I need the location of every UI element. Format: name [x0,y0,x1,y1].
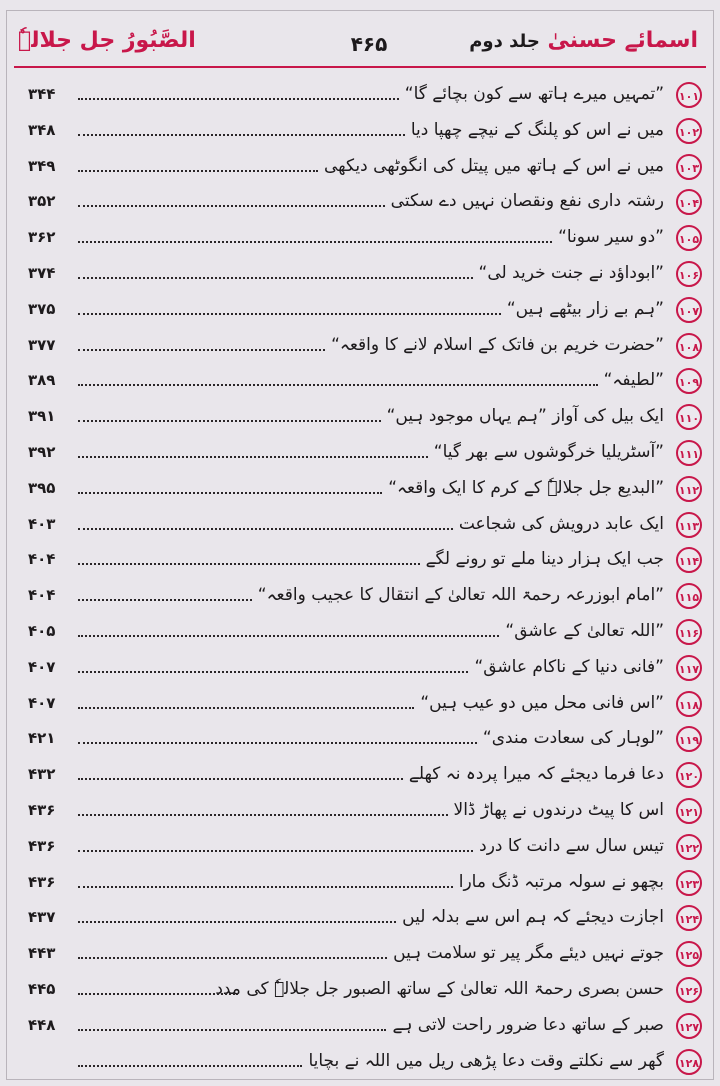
leader-dots [78,1065,302,1067]
toc-entry[interactable] [0,937,720,977]
leader-dots [78,241,552,243]
entry-title: رشتہ داری نفع ونقصان نہیں دے سکتی [390,191,664,212]
toc-entry[interactable] [0,579,720,619]
toc-entry[interactable] [0,364,720,404]
entry-number-badge: ۱۰۶ [676,261,702,287]
entry-number-badge: ۱۰۱ [676,82,702,108]
leader-dots [78,814,448,816]
leader-dots [78,850,473,852]
entry-page-number: ۳۴۸ [28,120,56,139]
entry-number-badge: ۱۰۹ [676,368,702,394]
leader-dots [78,886,453,888]
leader-dots [78,635,499,637]
entry-page-number: ۳۴۴ [28,85,56,103]
leader-dots [78,492,382,494]
entry-number-badge: ۱۱۳ [676,512,702,538]
leader-dots [78,170,318,172]
toc-entry[interactable] [0,866,720,906]
entry-page-number: ۴۳۲ [28,765,56,784]
entry-number-badge: ۱۱۲ [676,476,702,502]
entry-number-badge: ۱۲۷ [676,1013,702,1039]
toc-entry[interactable] [0,150,720,190]
toc-entry[interactable] [0,830,720,870]
entry-number-badge: ۱۱۶ [676,619,702,645]
entry-page-number: ۳۸۹ [28,371,56,390]
entry-title: ”اللہ تعالیٰ کے عاشق“ [505,621,664,641]
toc-entry[interactable] [0,400,720,440]
entry-page-number: ۳۷۵ [28,299,56,318]
leader-dots [78,98,399,100]
entry-page-number: ۴۳۷ [28,908,56,927]
entry-title: ”لطیفہ“ [603,370,664,391]
entry-page-number: ۴۰۴ [28,586,56,605]
volume-label: جلد دوم [469,31,540,52]
entry-page-number: ۴۰۷ [28,657,56,676]
entry-title: میں نے اس کے ہاتھ میں پیتل کی انگوٹھی دیکھی [323,155,664,176]
entry-page-number: ۴۰۴ [28,550,56,569]
header-left-title: الصَّبُورُ جل جلالہٗ [18,28,196,53]
entry-page-number: ۳۶۲ [28,228,56,247]
entry-title: ”فانی دنیا کے ناکام عاشق“ [474,656,664,677]
entry-number-badge: ۱۰۴ [676,189,702,215]
toc-entry[interactable] [0,329,720,369]
entry-page-number: ۳۹۲ [28,443,56,461]
entry-title: صبر کے ساتھ دعا ضرور راحت لاتی ہے [392,1014,664,1035]
entry-number-badge: ۱۱۴ [676,547,702,573]
entry-number-badge: ۱۲۱ [676,798,702,824]
entry-page-number: ۴۳۶ [28,872,56,891]
leader-dots [78,456,428,458]
entry-title: گھر سے نکلتے وقت دعا پڑھی ریل میں اللہ نے بچایا [308,1050,664,1071]
entry-page-number: ۳۴۹ [28,156,56,175]
entry-title: بچھو نے سولہ مرتبہ ڈنگ مارا [458,871,664,892]
entry-number-badge: ۱۲۰ [676,762,702,788]
entry-number-badge: ۱۲۸ [676,1049,702,1075]
entry-number-badge: ۱۲۶ [676,977,702,1003]
entry-number-badge: ۱۰۸ [676,333,702,359]
entry-title: اجازت دیجئے کہ ہم اس سے بدلہ لیں [402,907,664,928]
entry-page-number: ۴۴۳ [28,944,56,963]
toc-entry[interactable] [0,185,720,225]
entry-title: تیس سال سے دانت کا درد [479,835,664,856]
toc-entry[interactable] [0,1045,720,1085]
toc-entry[interactable] [0,114,720,154]
entry-title: میں نے اس کو پلنگ کے نیچے چھپا دیا [410,119,664,140]
leader-dots [78,563,420,565]
entry-number-badge: ۱۰۵ [676,225,702,251]
entry-page-number: ۴۰۷ [28,693,56,712]
toc-entry[interactable] [0,722,720,762]
leader-dots [78,707,414,709]
toc-entry[interactable] [0,758,720,798]
entry-number-badge: ۱۰۲ [676,118,702,144]
entry-title: ”اس فانی محل میں دو عیب ہیں“ [420,692,664,713]
book-title: اسمائے حسنیٰ [547,28,698,53]
leader-dots [78,778,403,780]
toc-entry[interactable] [0,293,720,333]
leader-dots [78,528,453,530]
entry-title: ”حضرت خریم بن فاتک کے اسلام لانے کا واقعہ“ [331,334,664,355]
entry-title: ”ابوداؤد نے جنت خرید لی“ [478,263,664,283]
leader-dots [78,134,405,136]
toc-entry[interactable] [0,78,720,118]
entry-page-number: ۳۵۲ [28,192,56,211]
entry-number-badge: ۱۱۸ [676,691,702,717]
entry-number-badge: ۱۰۷ [676,297,702,323]
entry-number-badge: ۱۱۱ [676,440,702,466]
entry-number-badge: ۱۱۵ [676,583,702,609]
entry-title: دعا فرما دیجئے کہ میرا پردہ نہ کھلے [408,764,664,785]
entry-number-badge: ۱۲۳ [676,870,702,896]
page-header [14,22,706,68]
leader-dots [78,349,325,351]
entry-number-badge: ۱۱۹ [676,726,702,752]
toc-entry[interactable] [0,615,720,655]
toc-entry[interactable] [0,436,720,476]
header-page-number: ۴۶۵ [350,32,388,56]
entry-page-number: ۴۲۱ [28,729,56,748]
toc-entry[interactable] [0,472,720,512]
entry-number-badge: ۱۰۳ [676,154,702,180]
entry-title: جب ایک ہزار دینا ملے تو رونے لگے [425,549,664,570]
entry-page-number: ۳۷۴ [28,264,56,282]
toc-entry[interactable] [0,973,720,1013]
entry-page-number: ۴۴۵ [28,980,56,998]
entry-page-number: ۴۳۶ [28,801,56,819]
entry-page-number: ۳۷۷ [28,335,56,354]
entry-number-badge: ۱۲۴ [676,905,702,931]
entry-page-number: ۴۰۳ [28,514,56,533]
entry-title: ایک بیل کی آواز ”ہم یہاں موجود ہیں“ [386,406,664,427]
leader-dots [78,384,598,386]
entry-title: ایک عابد درویش کی شجاعت [458,513,664,534]
leader-dots [78,993,238,995]
toc-entry[interactable] [0,651,720,691]
entry-page-number: ۳۹۵ [28,478,56,497]
entry-page-number: ۳۹۱ [28,407,56,426]
entry-number-badge: ۱۲۵ [676,941,702,967]
leader-dots [78,420,381,422]
entry-title: ”ہم بے زار بیٹھے ہیں“ [506,298,664,319]
entry-title: ”امام ابوزرعہ رحمۃ اللہ تعالیٰ کے انتقال کا عجیب واقعہ“ [257,585,664,606]
leader-dots [78,205,385,207]
entry-title: اس کا پیٹ درندوں نے پھاڑ ڈالا [453,800,664,820]
header-right-title [469,28,698,53]
entry-title: ”البدیع جل جلالہٗ کے کرم کا ایک واقعہ“ [388,477,664,498]
leader-dots [78,1029,386,1031]
entry-number-badge: ۱۱۷ [676,655,702,681]
entry-page-number: ۴۰۵ [28,622,56,640]
leader-dots [78,921,396,923]
leader-dots [78,742,477,744]
entry-page-number: ۴۴۸ [28,1015,56,1034]
leader-dots [78,313,501,315]
entry-title: جوتے نہیں دیئے مگر پیر تو سلامت ہیں [393,943,664,964]
toc-entry[interactable] [0,508,720,548]
leader-dots [78,277,473,279]
toc-entry[interactable] [0,257,720,297]
leader-dots [78,599,252,601]
entry-title: ”آسٹریلیا خرگوشوں سے بھر گیا“ [433,442,664,462]
toc-entry[interactable] [0,543,720,583]
leader-dots [78,957,387,959]
leader-dots [78,671,468,673]
entry-title: ”تمہیں میرے ہاتھ سے کون بچائے گا“ [404,84,664,104]
toc-entry[interactable] [0,221,720,261]
toc-entry[interactable] [0,794,720,834]
entry-title: ”لوہار کی سعادت مندی“ [482,728,664,749]
entry-title: حسن بصری رحمۃ اللہ تعالیٰ کے ساتھ الصبور جل جلالہٗ کی مدد [215,979,664,999]
toc-entry[interactable] [0,687,720,727]
entry-number-badge: ۱۲۲ [676,834,702,860]
entry-title: ”دو سیر سونا“ [558,227,664,248]
entry-page-number: ۴۳۶ [28,836,56,855]
entry-number-badge: ۱۱۰ [676,404,702,430]
toc-entry[interactable] [0,1009,720,1049]
toc-entry[interactable] [0,901,720,941]
